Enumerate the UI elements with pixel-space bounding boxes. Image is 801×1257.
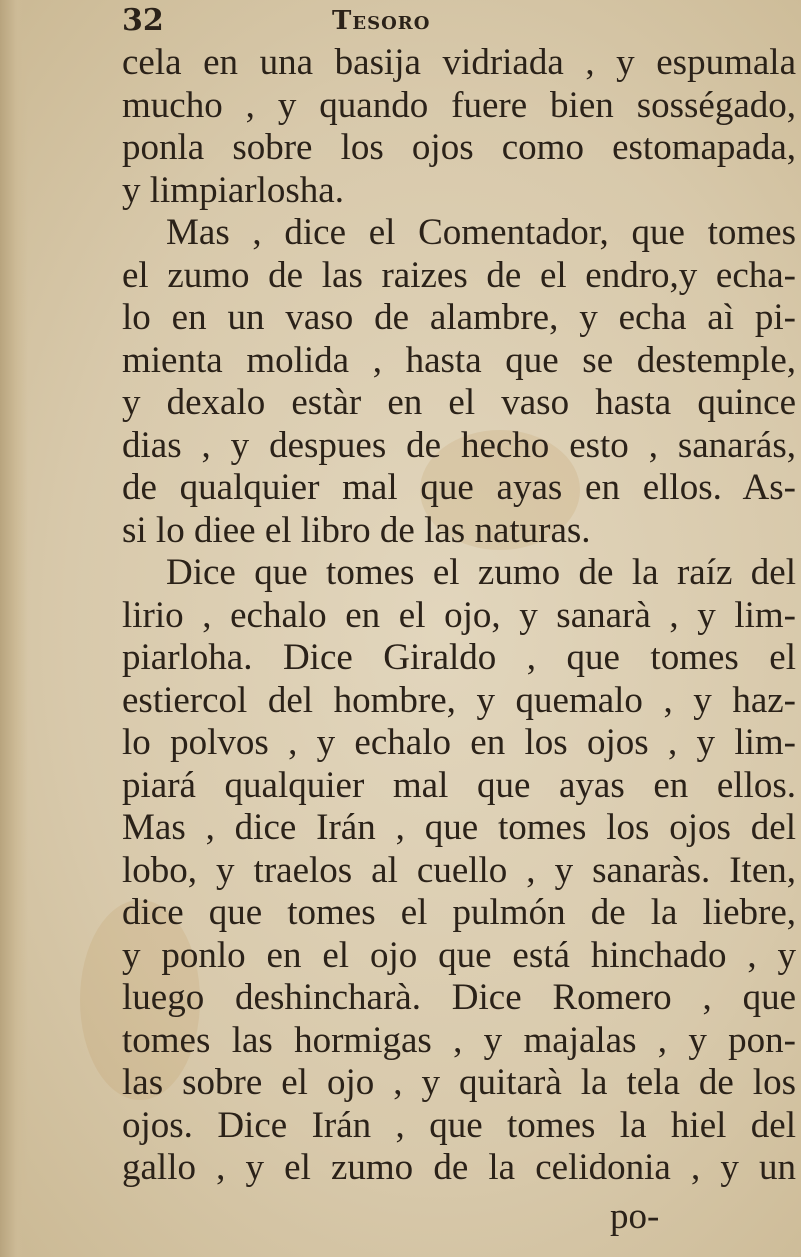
page-body-text — [122, 42, 796, 1190]
text-line: lirio , echalo en el ojo, y sanarà , y lim- — [122, 594, 796, 636]
text-line: lobo, y traelos al cuello , y sanaràs. Iten, — [122, 849, 796, 891]
text-line: piarloha. Dice Giraldo , que tomes el — [122, 637, 796, 678]
text-line: cela en una basija vidriada , y espumala — [122, 42, 796, 83]
text-line: Dice que tomes el zumo de la raíz del — [166, 552, 796, 593]
text-line: si lo diee el libro de las naturas. — [122, 509, 591, 551]
text-line: dias , y despues de hecho esto , sanarás, — [122, 424, 796, 466]
text-line: Mas , dice el Comentador, que tomes — [166, 212, 796, 253]
text-line: tomes las hormigas , y majalas , y pon- — [122, 1019, 796, 1061]
text-line: las sobre el ojo , y quitarà la tela de los — [122, 1062, 796, 1103]
text-line: mucho , y quando fuere bien sosségado, — [122, 84, 796, 126]
page-header — [122, 2, 792, 40]
text-line: el zumo de las raizes de el endro,y echa- — [122, 254, 796, 296]
text-line: piará qualquier mal que ayas en ellos. — [122, 764, 796, 806]
running-head: Tesoro — [332, 6, 431, 36]
text-line: y ponlo en el ojo que está hinchado , y — [122, 934, 796, 976]
text-line: ponla sobre los ojos como estomapada, — [122, 127, 796, 168]
text-line: lo en un vaso de alambre, y echa aì pi- — [122, 297, 796, 338]
text-line: y dexalo estàr en el vaso hasta quince — [122, 382, 796, 423]
catchword: po- — [610, 1196, 660, 1237]
text-line: estiercol del hombre, y quemalo , y haz- — [122, 679, 796, 721]
text-line: luego deshincharà. Dice Romero , que — [122, 977, 796, 1018]
text-line: mienta molida , hasta que se destemple, — [122, 339, 796, 381]
text-line: dice que tomes el pulmón de la liebre, — [122, 892, 796, 933]
text-line: gallo , y el zumo de la celidonia , y un — [122, 1147, 796, 1188]
text-line: y limpiarlosha. — [122, 169, 344, 211]
page-edge-shadow — [0, 0, 28, 1257]
text-line: ojos. Dice Irán , que tomes la hiel del — [122, 1104, 796, 1146]
text-line: Mas , dice Irán , que tomes los ojos del — [122, 807, 796, 848]
text-line: lo polvos , y echalo en los ojos , y lim- — [122, 722, 796, 763]
page-number: 32 — [122, 3, 164, 38]
text-line: de qualquier mal que ayas en ellos. As- — [122, 467, 796, 508]
